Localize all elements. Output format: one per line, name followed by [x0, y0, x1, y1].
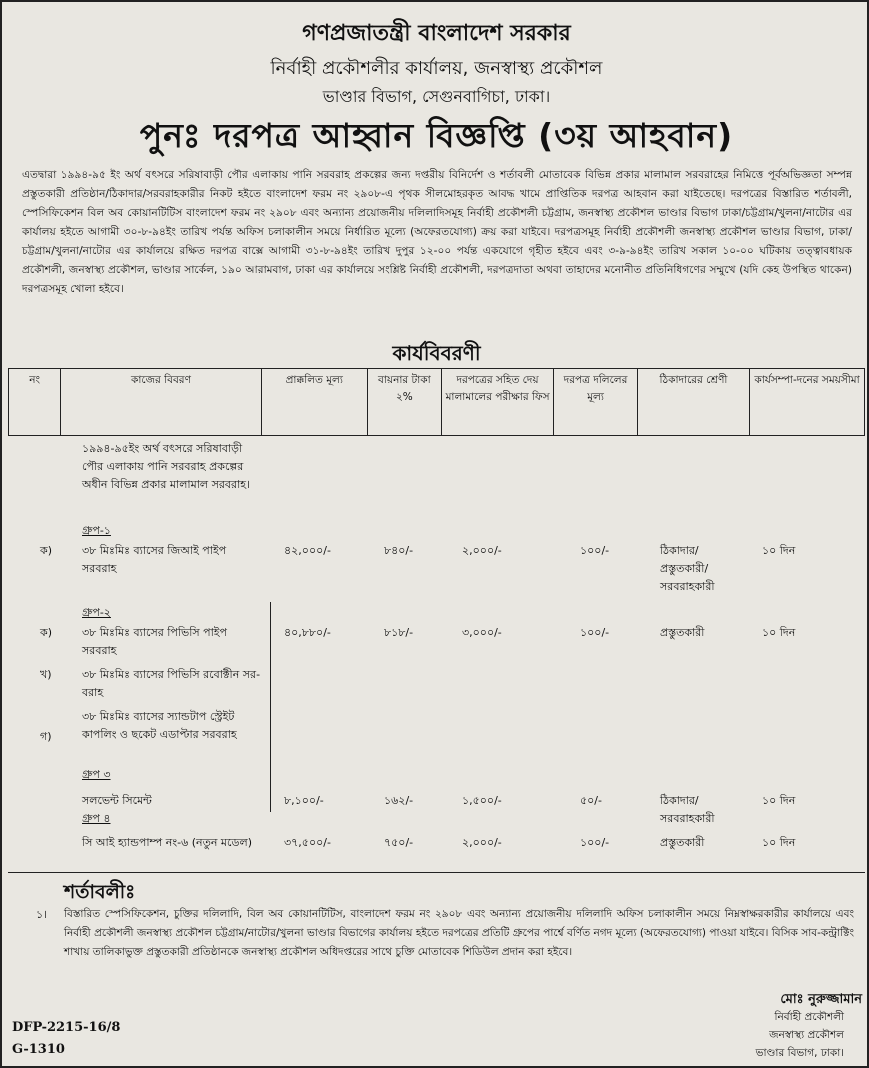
col-completion-time: কার্যসম্পা-দনের সময়সীমা — [750, 369, 865, 436]
dfp-reference: DFP-2215-16/8 — [12, 1020, 121, 1035]
row-no: ক) — [40, 626, 52, 639]
row-desc: ৩৮ মিঃমিঃ ব্যাসের স্যান্ডটাপ স্ট্রেইট কাপলিং ও ছকেট এডাপ্টার সরবরাহ — [82, 710, 237, 741]
signatory-name: মোঃ নুরুজ্জামান — [780, 992, 862, 1007]
row-fee: ২,০০০/- — [462, 836, 502, 849]
row-earnest: ৮৪০/- — [384, 544, 414, 557]
row-no: গ) — [40, 730, 52, 743]
general-description: ১৯৯৪-৯৫ইং অর্থ বৎসরে সরিষাবাড়ী পৌর এলাকায় পানি সরবরাহ প্রকল্পের অধীন বিভিন্ন প্রকার মালামাল সরবরাহ। — [82, 442, 251, 491]
row-doc: ৫০/- — [580, 794, 602, 807]
row-desc: সলভেন্ট সিমেন্ট — [82, 794, 152, 807]
row-cost: ৮,১০০/- — [284, 794, 324, 807]
group2-label: গ্রুপ-২ — [82, 606, 111, 619]
row-desc: ৩৮ মিঃমিঃ ব্যাসের পিভিসি পাইপ সরবরাহ — [82, 626, 227, 657]
row-fee: ৩,০০০/- — [462, 626, 502, 639]
terms-text: বিস্তারিত স্পেসিফিকেশন, চুক্তির দলিলাদি, বিল অব কোয়ানটিটিস, বাংলাদেশ ফরম নং ২৯০৮ এবং অন্যান্য প্রয়োজনীয় দলিলাদি অফিস চলাকালীন সময়ে নিম্নস্বাক্ষরকারীর কার্যালয়ে এবং নির্বাহী প্রকৌশলী জনস্বাস্থ্য প্রকৌশল চট্টগ্রাম/নাটোর/খুলনা ভাণ্ডার বিভাগের কার্যালয় হইতে দরপত্রের প্রতিটি গ্রুপের পার্শ্বে বর্ণিত নগদ মূল্যে (অফেরতযোগ্য) পাওয়া যাইবে। বিসিক সাব-কন্ট্রাক্টিং শাখায় তালিকাভুক্ত প্রস্তুতকারী প্রতিষ্ঠানকে জনস্বাস্থ্য প্রকৌশল অধিদপ্তরের সাথে চুক্তি মোতাবেক শিডিউল প্রদান করা হইবে। — [64, 908, 854, 958]
col-contractor-class: ঠিকাদারের শ্রেণী — [637, 369, 749, 436]
g-reference: G-1310 — [12, 1042, 65, 1057]
group3-label: গ্রুপ ৩ — [82, 768, 111, 781]
work-description-title: কার্যবিবরণী — [392, 341, 481, 365]
row-time: ১০ দিন — [762, 626, 796, 639]
row-class: ঠিকাদার/ প্রস্তুতকারী/ সরবরাহকারী — [660, 544, 715, 593]
col-no: নং — [9, 369, 61, 436]
row-class: ঠিকাদার/ সরবরাহকারী — [660, 794, 715, 825]
signatory-division: ভাণ্ডার বিভাগ, ঢাকা। — [755, 1047, 844, 1059]
row-doc: ১০০/- — [580, 836, 610, 849]
row-desc: সি আই হ্যান্ডপাম্প নং-৬ (নতুন মডেল) — [82, 836, 253, 849]
row-fee: ২,০০০/- — [462, 544, 502, 557]
row-time: ১০ দিন — [762, 544, 796, 557]
row-earnest: ১৬২/- — [384, 794, 414, 807]
row-class: প্রস্তুতকারী — [660, 836, 705, 849]
row-earnest: ৮১৮/- — [384, 626, 414, 639]
work-table-header — [8, 368, 865, 436]
office-heading: নির্বাহী প্রকৌশলীর কার্যালয়, জনস্বাস্থ্য প্রকৌশল — [270, 58, 603, 79]
row-doc: ১০০/- — [580, 544, 610, 557]
row-cost: ৪২,০০০/- — [284, 544, 331, 557]
col-doc-price: দরপত্র দলিলের মূল্য — [554, 369, 638, 436]
row-desc: ৩৮ মিঃমিঃ ব্যাসের পিভিসি রবোক্টীন সর-বরাহ — [82, 668, 261, 699]
address-heading: ভাণ্ডার বিভাগ, সেগুনবাগিচা, ঢাকা। — [322, 87, 551, 106]
row-no: ক) — [40, 544, 52, 557]
row-class: প্রস্তুতকারী — [660, 626, 705, 639]
col-desc: কাজের বিবরণ — [61, 369, 261, 436]
intro-paragraph: এতদ্বারা ১৯৯৪-৯৫ ইং অর্থ বৎসরে সরিষাবাড়ী পৌর এলাকায় পানি সরবরাহ প্রকল্পের জন্য দপ্তরীয় বিনির্দেশ ও শর্তাবলী মোতাবেক বিভিন্ন প্রকার মালামাল সরবরাহের নিমিত্তে পূর্বঅভিজ্ঞতা সম্পন্ন প্রস্তুতকারী প্রতিষ্ঠান/ঠিকাদার/সরবরাহকারীর নিকট হইতে বাংলাদেশ ফরম নং ২৯০৮-এ পৃথক সীলমোহরকৃত আবদ্ধ খামে প্রাপ্তিতিক দরপত্র আহবান করা যাইতেছে। দরপত্রের বিস্তারিত শর্তাবলী, স্পেসিফিকেশন বিল অব কোয়ানটিটিস বাংলাদেশ ফরম নং ২৯০৮ এবং অন্যান্য প্রয়োজনীয় দলিলাদিসমূহ নির্বাহী প্রকৌশলী চট্টগ্রাম, জনস্বাস্থ্য প্রকৌশল ভাণ্ডার বিভাগ ঢাকা/চট্টগ্রাম/খুলনা/নাটোর এর কার্যালয় হইতে আগামী ৩০-৮-৯৪ইং তারিখ পর্যন্ত অফিস চলাকালীন সময়ে নির্ধারিত মূল্যে (অফেরতযোগ্য) ক্রয় করা যাইবে। দরপত্রসমূহ নির্বাহী প্রকৌশলী জনস্বাস্থ্য প্রকৌশল ভাণ্ডার বিভাগ, ঢাকা/চট্টগ্রাম/খুলনা/নাটোর এর কার্যালয়ে রক্ষিত দরপত্র বাক্সে আগামী ৩১-৮-৯৪ইং তারিখ দুপুর ১২-০০ পর্যন্ত একযোগে গৃহীত হইবে এবং ৩-৯-৯৪ইং তারিখ সকাল ১০-০০ ঘটিকায় তত্ত্বাবধায়ক প্রকৌশলী, জনস্বাস্থ্য প্রকৌশল, ভাণ্ডার সার্কেল, ১৯০ আরামবাগ, ঢাকা এর কার্যালয়ে সংশ্লিষ্ট নির্বাহী প্রকৌশলী, দরপত্রদাতা অথবা তাহাদের মনোনীত প্রতিনিধিগণের সম্মুখে (যদি কেহ উপস্থিত থাকেন) দরপত্রসমূহ খোলা হইবে। — [22, 169, 852, 295]
govt-heading: গণপ্রজাতন্ত্রী বাংলাদেশ সরকার — [302, 21, 571, 46]
row-no: খ) — [40, 668, 52, 681]
col-cost: প্রাক্কলিত মূল্য — [261, 369, 367, 436]
group4-label: গ্রুপ ৪ — [82, 812, 111, 825]
terms-title: শর্তাবলীঃ — [64, 881, 136, 903]
row-cost: ৩৭,৫০০/- — [284, 836, 331, 849]
row-time: ১০ দিন — [762, 836, 796, 849]
row-cost: ৪০,৮৮০/- — [284, 626, 331, 639]
row-doc: ১০০/- — [580, 626, 610, 639]
row-earnest: ৭৫০/- — [384, 836, 414, 849]
row-desc: ৩৮ মিঃমিঃ ব্যাসের জিআই পাইপ সরবরাহ — [82, 544, 227, 575]
group2-bracket-line — [270, 602, 271, 812]
notice-title: পুনঃ দরপত্র আহ্বান বিজ্ঞপ্তি (৩য় আহবান) — [139, 116, 734, 155]
row-fee: ১,৫০০/- — [462, 794, 502, 807]
row-time: ১০ দিন — [762, 794, 796, 807]
terms-number: ১। — [36, 908, 48, 921]
group1-label: গ্রুপ-১ — [82, 524, 111, 537]
col-test-fee: দরপত্রের সহিত দেয় মালামালের পরীক্ষার ফিস — [441, 369, 553, 436]
signatory-designation: নির্বাহী প্রকৌশলী — [774, 1011, 844, 1023]
col-earnest: বায়নার টাকা ২% — [367, 369, 441, 436]
table-bottom-rule — [8, 872, 865, 873]
signatory-department: জনস্বাস্থ্য প্রকৌশল — [769, 1029, 844, 1041]
